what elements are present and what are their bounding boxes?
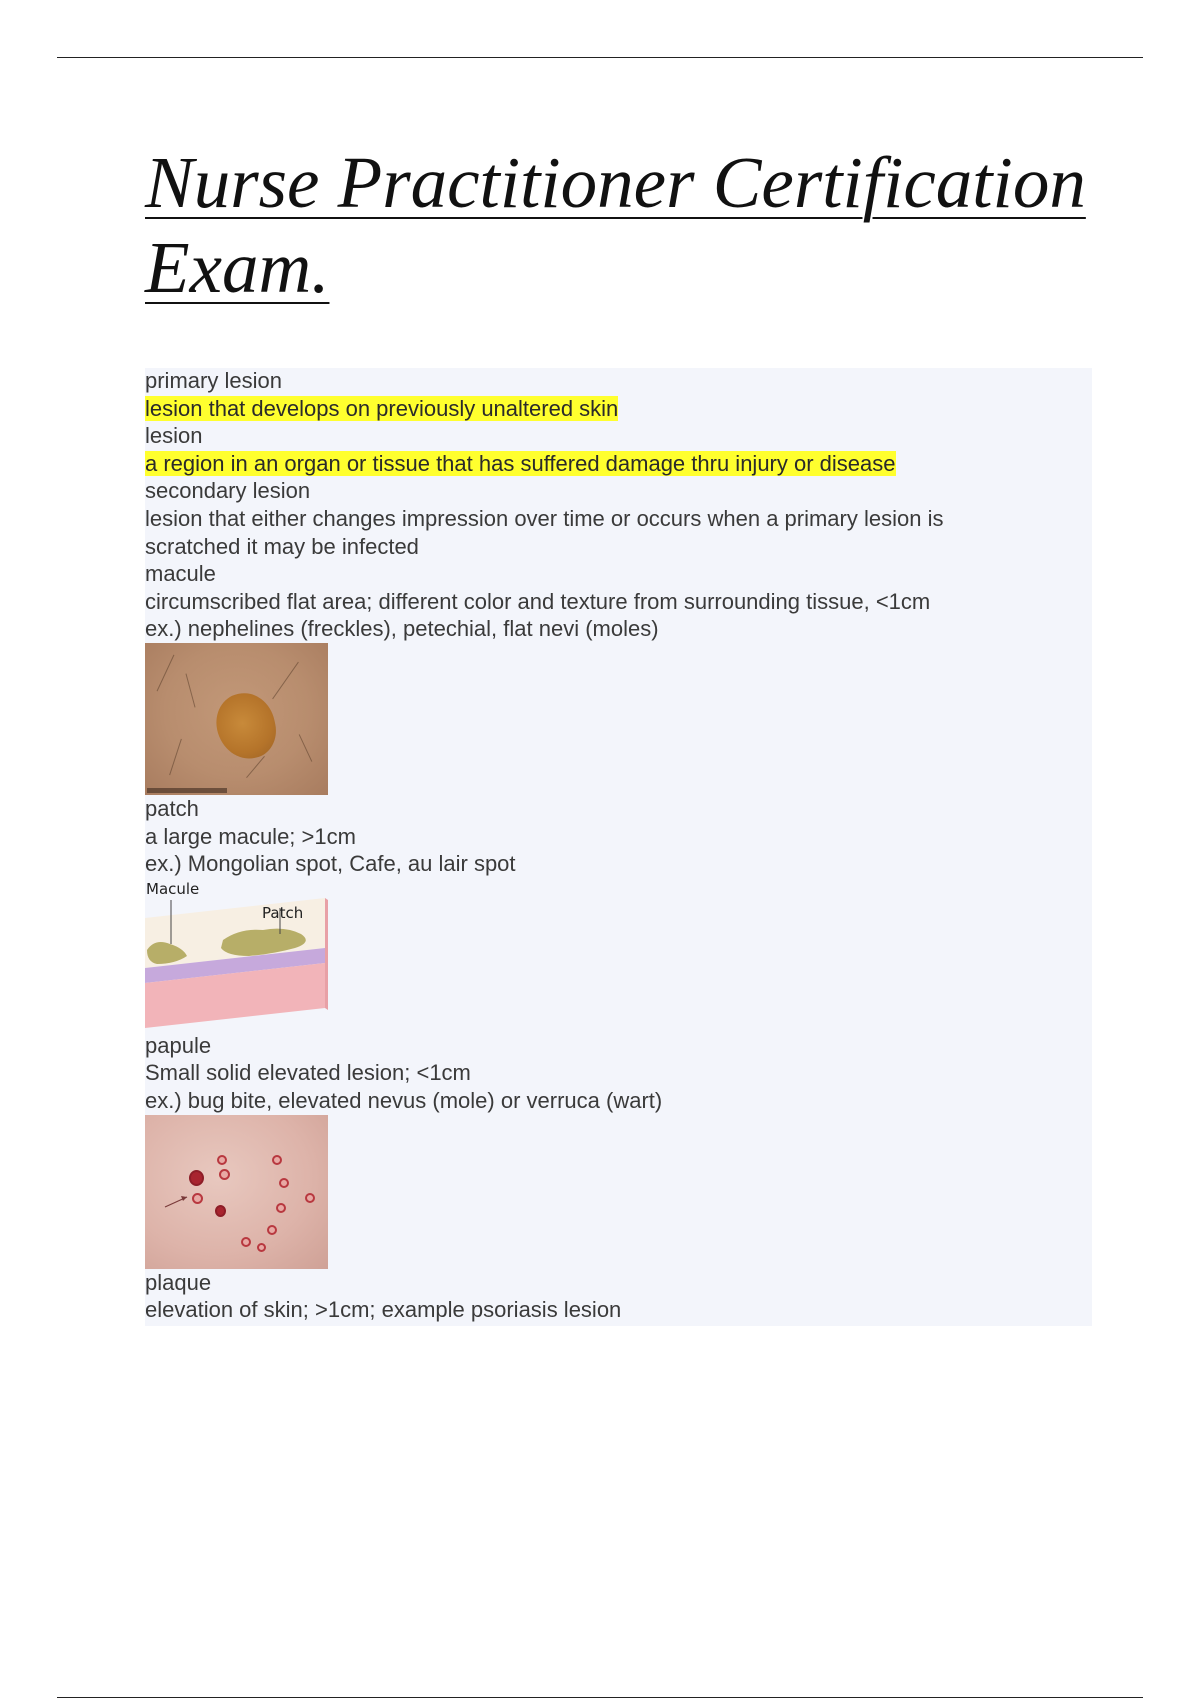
highlight: lesion that develops on previously unaltered skin (145, 395, 619, 421)
term-plaque: plaque (145, 1269, 212, 1295)
mole (211, 688, 281, 765)
macule-patch-diagram (145, 878, 328, 1032)
flashcard-list (145, 367, 1045, 1324)
title-line-1: Nurse Practitioner Certification (145, 142, 1086, 223)
term-secondary-lesion: secondary lesion (145, 478, 311, 504)
definition-secondary-lesion: lesion that either changes impression over time or occurs when a primary lesion is scratched it may be infected (145, 505, 944, 559)
highlight: a region in an organ or tissue that has suffered damage thru injury or disease (145, 450, 896, 476)
arrow-icon (145, 1115, 328, 1269)
definition-lesion (145, 450, 1045, 478)
term-papule: papule (145, 1032, 212, 1058)
term-patch: patch (145, 795, 199, 821)
diagram-label-patch: Patch (262, 903, 304, 922)
term-macule: macule (145, 561, 216, 587)
macule-skin-photo (145, 643, 328, 795)
example-patch: ex.) Mongolian spot, Cafe, au lair spot (145, 851, 516, 877)
top-rule (57, 57, 1143, 58)
term-lesion: lesion (145, 423, 203, 449)
bottom-rule (57, 1697, 1143, 1698)
definition-plaque: elevation of skin; >1cm; example psoriasis lesion (145, 1297, 622, 1323)
document-title (145, 140, 1105, 310)
diagram-label-macule: Macule (146, 879, 200, 898)
definition-patch: a large macule; >1cm (145, 823, 356, 849)
example-macule: ex.) nephelines (freckles), petechial, flat nevi (moles) (145, 616, 659, 642)
definition-macule: circumscribed flat area; different color and texture from surrounding tissue, <1cm (145, 588, 931, 614)
example-papule: ex.) bug bite, elevated nevus (mole) or verruca (wart) (145, 1087, 663, 1113)
title-line-2: Exam. (145, 227, 330, 308)
photo-caption-strip (147, 788, 227, 793)
definition-primary-lesion (145, 395, 1045, 423)
term-primary-lesion: primary lesion (145, 368, 282, 393)
definition-papule: Small solid elevated lesion; <1cm (145, 1060, 471, 1086)
papule-skin-photo (145, 1115, 328, 1269)
